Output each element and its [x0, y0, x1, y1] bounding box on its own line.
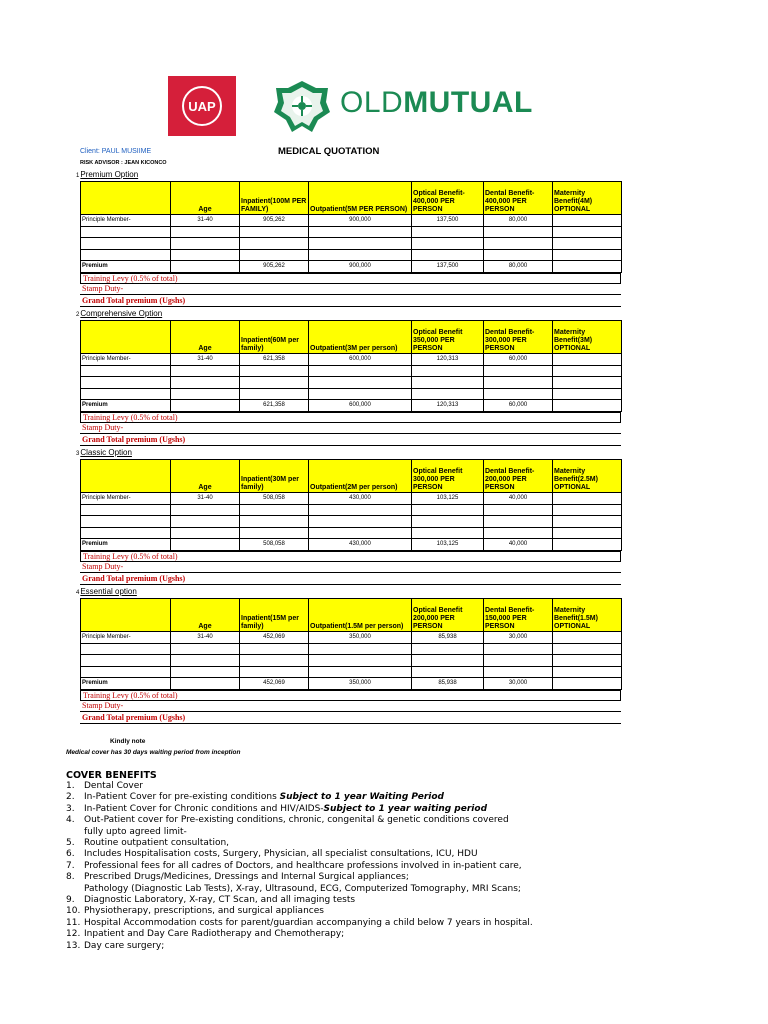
- benefit-item: [66, 929, 706, 940]
- empty-cell: [171, 666, 240, 678]
- premium-row: [81, 400, 622, 412]
- benefit-emphasis: Subject to 1 year waiting period: [323, 803, 488, 814]
- empty-cell: [240, 643, 309, 655]
- empty-cell: [484, 365, 553, 377]
- empty-cell: [484, 377, 553, 389]
- option-number: 2: [76, 312, 80, 318]
- age-cell: 31-40: [171, 493, 240, 505]
- empty-cell: [171, 400, 240, 412]
- training-levy-row: Training Levy (0.5% of total): [80, 412, 621, 423]
- benefit-number: 3.: [66, 803, 75, 814]
- quotation-table: [80, 459, 622, 551]
- benefit-value: 40,000: [484, 493, 553, 505]
- empty-cell: [309, 388, 412, 400]
- option-number: 3: [76, 451, 80, 457]
- training-levy-row: Training Levy (0.5% of total): [80, 690, 621, 701]
- benefit-text: Inpatient and Day Care Radiotherapy and Chemotherapy;: [84, 929, 345, 940]
- empty-cell: [553, 655, 622, 667]
- empty-cell: [484, 226, 553, 238]
- empty-cell: [81, 516, 171, 528]
- empty-cell: [171, 527, 240, 539]
- option-number: 1: [76, 173, 80, 179]
- benefit-text: Diagnostic Laboratory, X-ray, CT Scan, and all imaging tests: [84, 895, 356, 906]
- empty-cell: [309, 226, 412, 238]
- benefit-value: 452,069: [240, 632, 309, 644]
- benefit-text: Prescribed Drugs/Medicines, Dressings and Internal Surgical appliances;: [84, 872, 409, 883]
- benefit-text: In-Patient Cover for Chronic conditions and HIV/AIDS-: [84, 803, 324, 814]
- premium-label: Premium: [81, 261, 171, 273]
- premium-row: [81, 261, 622, 273]
- stamp-duty-row: Stamp Duty-: [80, 701, 621, 712]
- column-header: Maternity Benefit(2.5M) OPTIONAL: [553, 460, 622, 493]
- benefit-value: 350,000: [309, 632, 412, 644]
- benefit-value: 60,000: [484, 354, 553, 366]
- empty-cell: [240, 516, 309, 528]
- principle-member-label: Principle Member-: [81, 354, 171, 366]
- benefit-text: Day care surgery;: [84, 940, 165, 951]
- waiting-period-note: Medical cover has 30 days waiting period from inception: [66, 749, 241, 756]
- empty-cell: [412, 504, 484, 516]
- empty-cell: [171, 377, 240, 389]
- empty-cell: [81, 643, 171, 655]
- principle-member-label: Principle Member-: [81, 215, 171, 227]
- empty-cell: [412, 388, 484, 400]
- benefit-item: [66, 861, 706, 872]
- option-title: [76, 170, 138, 179]
- column-header: Inpatient(15M per family): [240, 599, 309, 632]
- empty-cell: [553, 666, 622, 678]
- premium-value: 621,358: [240, 400, 309, 412]
- empty-cell: [553, 388, 622, 400]
- benefit-number: 2.: [66, 792, 75, 803]
- premium-value: 60,000: [484, 400, 553, 412]
- premium-value: 85,938: [412, 678, 484, 690]
- empty-cell: [412, 249, 484, 261]
- empty-cell: [171, 249, 240, 261]
- premium-value: 905,262: [240, 261, 309, 273]
- column-header: Maternity Benefit(4M) OPTIONAL: [553, 182, 622, 215]
- premium-value: 137,500: [412, 261, 484, 273]
- grand-total-row: Grand Total premium (Ugshs): [80, 296, 621, 307]
- table-row: [81, 215, 622, 227]
- benefit-text: In-Patient Cover for pre-existing conditions: [84, 792, 280, 803]
- empty-cell: [81, 655, 171, 667]
- table-row: [81, 365, 622, 377]
- benefit-item: [66, 838, 706, 849]
- benefit-text: Professional fees for all cadres of Doctors, and healthcare professions involved in in-patient care,: [84, 860, 522, 871]
- premium-value: 120,313: [412, 400, 484, 412]
- age-cell: 31-40: [171, 632, 240, 644]
- stamp-duty-row: Stamp Duty-: [80, 423, 621, 434]
- benefit-value: 430,000: [309, 493, 412, 505]
- benefit-item: [66, 781, 706, 792]
- column-header: [81, 460, 171, 493]
- empty-cell: [484, 504, 553, 516]
- benefit-text: Includes Hospitalisation costs, Surgery, Physician, all specialist consultations, ICU, HDU: [84, 849, 478, 860]
- table-row: [81, 249, 622, 261]
- empty-cell: [240, 226, 309, 238]
- empty-cell: [309, 655, 412, 667]
- column-header: Outpatient(1.5M per person): [309, 599, 412, 632]
- column-header: Dental Benefit-300,000 PER PERSON: [484, 321, 553, 354]
- benefit-number: 13.: [66, 940, 81, 951]
- column-header: Outpatient(5M PER PERSON): [309, 182, 412, 215]
- empty-cell: [240, 377, 309, 389]
- column-header: Outpatient(2M per person): [309, 460, 412, 493]
- table-row: [81, 354, 622, 366]
- option-title: [76, 309, 162, 318]
- benefit-number: 1.: [66, 781, 75, 791]
- column-header: Optical Benefit 350,000 PER PERSON: [412, 321, 484, 354]
- benefit-item: [66, 906, 706, 917]
- premium-row: [81, 678, 622, 690]
- column-header: Dental Benefit-400,000 PER PERSON: [484, 182, 553, 215]
- empty-cell: [171, 539, 240, 551]
- option-name: Premium Option: [80, 170, 139, 179]
- old-mutual-logo-mark: [272, 78, 332, 134]
- empty-cell: [171, 238, 240, 250]
- benefit-item: [66, 895, 706, 906]
- benefit-value: 621,358: [240, 354, 309, 366]
- empty-cell: [171, 516, 240, 528]
- premium-value: 40,000: [484, 539, 553, 551]
- benefit-item: [66, 884, 706, 895]
- column-header: Optical Benefit 300,000 PER PERSON: [412, 460, 484, 493]
- empty-cell: [309, 377, 412, 389]
- benefit-text: Physiotherapy, prescriptions, and surgical appliances: [84, 906, 324, 917]
- benefit-number: 11.: [66, 917, 81, 928]
- kindly-note: Kindly note: [110, 738, 146, 745]
- benefit-emphasis: Subject to 1 year Waiting Period: [279, 792, 444, 803]
- empty-cell: [81, 238, 171, 250]
- empty-cell: [484, 655, 553, 667]
- empty-cell: [484, 527, 553, 539]
- table-header-row: [81, 599, 622, 632]
- grand-total-row: Grand Total premium (Ugshs): [80, 435, 621, 446]
- empty-cell: [412, 365, 484, 377]
- principle-member-label: Principle Member-: [81, 632, 171, 644]
- benefit-item: [66, 918, 706, 929]
- benefit-value: 600,000: [309, 354, 412, 366]
- benefit-value: 900,000: [309, 215, 412, 227]
- premium-value: 430,000: [309, 539, 412, 551]
- option-title: [76, 448, 132, 457]
- empty-cell: [171, 388, 240, 400]
- uap-logo-text: UAP: [182, 86, 222, 126]
- benefit-number: 6.: [66, 849, 75, 860]
- empty-cell: [171, 678, 240, 690]
- empty-cell: [81, 365, 171, 377]
- empty-cell: [553, 504, 622, 516]
- quotation-table: [80, 598, 622, 690]
- empty-cell: [81, 377, 171, 389]
- table-row: [81, 388, 622, 400]
- maternity-value: [553, 632, 622, 644]
- empty-cell: [240, 365, 309, 377]
- client-name: Client: PAUL MUSIIME: [80, 148, 152, 155]
- table-row: [81, 238, 622, 250]
- premium-value: 900,000: [309, 261, 412, 273]
- empty-cell: [171, 655, 240, 667]
- empty-cell: [553, 516, 622, 528]
- empty-cell: [412, 655, 484, 667]
- premium-value: 350,000: [309, 678, 412, 690]
- empty-cell: [171, 504, 240, 516]
- empty-cell: [171, 261, 240, 273]
- benefit-item: [66, 815, 706, 826]
- column-header: Age: [171, 460, 240, 493]
- age-cell: 31-40: [171, 354, 240, 366]
- benefit-number: 12.: [66, 929, 81, 940]
- column-header: Age: [171, 321, 240, 354]
- maternity-value: [553, 493, 622, 505]
- column-header: Maternity Benefit(3M) OPTIONAL: [553, 321, 622, 354]
- column-header: Inpatient(30M per family): [240, 460, 309, 493]
- premium-value: 508,058: [240, 539, 309, 551]
- empty-cell: [309, 516, 412, 528]
- premium-label: Premium: [81, 678, 171, 690]
- column-header: Optical Benefit 200,000 PER PERSON: [412, 599, 484, 632]
- benefit-text: Hospital Accommodation costs for parent/guardian accompanying a child below 7 years in hospital.: [84, 917, 533, 928]
- benefit-item: [66, 827, 706, 838]
- quotation-table: [80, 181, 622, 273]
- table-row: [81, 226, 622, 238]
- premium-label: Premium: [81, 539, 171, 551]
- benefit-number: 7.: [66, 860, 75, 871]
- stamp-duty-row: Stamp Duty-: [80, 284, 621, 295]
- empty-cell: [171, 643, 240, 655]
- benefit-item: [66, 849, 706, 860]
- column-header: Maternity Benefit(1.5M) OPTIONAL: [553, 599, 622, 632]
- benefit-text: Pathology (Diagnostic Lab Tests), X-ray, Ultrasound, ECG, Computerized Tomography, MRI Scans;: [84, 883, 521, 894]
- empty-cell: [553, 238, 622, 250]
- empty-cell: [309, 365, 412, 377]
- empty-cell: [553, 261, 622, 273]
- option-name: Essential option: [80, 587, 137, 596]
- empty-cell: [484, 516, 553, 528]
- empty-cell: [553, 226, 622, 238]
- empty-cell: [484, 238, 553, 250]
- empty-cell: [240, 504, 309, 516]
- column-header: Optical Benefit-400,000 PER PERSON: [412, 182, 484, 215]
- column-header: Age: [171, 599, 240, 632]
- table-row: [81, 632, 622, 644]
- risk-advisor: RISK ADVISOR : JEAN KICONCO: [80, 160, 167, 166]
- empty-cell: [412, 516, 484, 528]
- benefit-text: Dental Cover: [84, 781, 143, 791]
- empty-cell: [553, 249, 622, 261]
- option-title: [76, 587, 137, 596]
- option-name: Comprehensive Option: [80, 309, 163, 318]
- maternity-value: [553, 354, 622, 366]
- premium-value: 80,000: [484, 261, 553, 273]
- table-row: [81, 666, 622, 678]
- maternity-value: [553, 215, 622, 227]
- empty-cell: [240, 388, 309, 400]
- column-header: Age: [171, 182, 240, 215]
- benefit-number: 9.: [66, 895, 75, 906]
- option-name: Classic Option: [80, 448, 132, 457]
- empty-cell: [81, 504, 171, 516]
- empty-cell: [412, 377, 484, 389]
- benefit-value: 508,058: [240, 493, 309, 505]
- benefit-item: [66, 792, 706, 803]
- column-header: [81, 182, 171, 215]
- benefit-value: 85,938: [412, 632, 484, 644]
- benefit-value: 137,500: [412, 215, 484, 227]
- empty-cell: [412, 527, 484, 539]
- grand-total-row: Grand Total premium (Ugshs): [80, 713, 621, 724]
- training-levy-row: Training Levy (0.5% of total): [80, 551, 621, 562]
- benefit-item: [66, 804, 706, 815]
- table-header-row: [81, 460, 622, 493]
- page-title: MEDICAL QUOTATION: [278, 146, 380, 157]
- empty-cell: [553, 377, 622, 389]
- table-row: [81, 504, 622, 516]
- benefit-number: 4.: [66, 815, 75, 826]
- premium-label: Premium: [81, 400, 171, 412]
- table-row: [81, 655, 622, 667]
- empty-cell: [309, 504, 412, 516]
- empty-cell: [240, 238, 309, 250]
- table-row: [81, 516, 622, 528]
- column-header: [81, 599, 171, 632]
- table-header-row: [81, 321, 622, 354]
- benefit-value: 905,262: [240, 215, 309, 227]
- empty-cell: [553, 365, 622, 377]
- empty-cell: [81, 249, 171, 261]
- cover-benefits-list: [66, 781, 706, 952]
- benefit-text: Routine outpatient consultation,: [84, 838, 230, 849]
- premium-value: 103,125: [412, 539, 484, 551]
- column-header: Dental Benefit-150,000 PER PERSON: [484, 599, 553, 632]
- table-row: [81, 527, 622, 539]
- table-row: [81, 377, 622, 389]
- premium-value: 600,000: [309, 400, 412, 412]
- empty-cell: [171, 365, 240, 377]
- empty-cell: [309, 238, 412, 250]
- empty-cell: [553, 527, 622, 539]
- empty-cell: [81, 388, 171, 400]
- grand-total-row: Grand Total premium (Ugshs): [80, 574, 621, 585]
- age-cell: 31-40: [171, 215, 240, 227]
- empty-cell: [81, 226, 171, 238]
- empty-cell: [309, 249, 412, 261]
- benefit-text: fully upto agreed limit-: [84, 826, 187, 837]
- table-header-row: [81, 182, 622, 215]
- empty-cell: [412, 666, 484, 678]
- empty-cell: [412, 643, 484, 655]
- empty-cell: [412, 226, 484, 238]
- premium-row: [81, 539, 622, 551]
- column-header: [81, 321, 171, 354]
- uap-logo: [168, 76, 236, 136]
- column-header: Inpatient(100M PER FAMILY): [240, 182, 309, 215]
- empty-cell: [240, 666, 309, 678]
- empty-cell: [309, 643, 412, 655]
- quotation-table: [80, 320, 622, 412]
- empty-cell: [484, 666, 553, 678]
- column-header: Dental Benefit-200,000 PER PERSON: [484, 460, 553, 493]
- table-row: [81, 643, 622, 655]
- benefit-value: 120,313: [412, 354, 484, 366]
- cover-benefits-title: COVER BENEFITS: [66, 770, 157, 781]
- empty-cell: [484, 643, 553, 655]
- empty-cell: [171, 226, 240, 238]
- benefit-text: Out-Patient cover for Pre-existing conditions, chronic, congenital & genetic conditions covered: [84, 815, 509, 826]
- principle-member-label: Principle Member-: [81, 493, 171, 505]
- empty-cell: [81, 527, 171, 539]
- empty-cell: [412, 238, 484, 250]
- benefit-value: 80,000: [484, 215, 553, 227]
- empty-cell: [553, 400, 622, 412]
- benefit-number: 8.: [66, 872, 75, 883]
- training-levy-row: Training Levy (0.5% of total): [80, 273, 621, 284]
- empty-cell: [484, 249, 553, 261]
- benefit-number: 5.: [66, 838, 75, 849]
- empty-cell: [309, 527, 412, 539]
- empty-cell: [553, 539, 622, 551]
- premium-value: 30,000: [484, 678, 553, 690]
- empty-cell: [240, 655, 309, 667]
- benefit-value: 30,000: [484, 632, 553, 644]
- empty-cell: [240, 249, 309, 261]
- table-row: [81, 493, 622, 505]
- empty-cell: [553, 643, 622, 655]
- empty-cell: [240, 527, 309, 539]
- benefit-item: [66, 872, 706, 883]
- benefit-item: [66, 941, 706, 952]
- empty-cell: [484, 388, 553, 400]
- old-mutual-logo-text: OLDMUTUAL: [340, 86, 533, 119]
- benefit-value: 103,125: [412, 493, 484, 505]
- column-header: Inpatient(60M per family): [240, 321, 309, 354]
- option-number: 4: [76, 590, 80, 596]
- stamp-duty-row: Stamp Duty-: [80, 562, 621, 573]
- premium-value: 452,069: [240, 678, 309, 690]
- column-header: Outpatient(3M per person): [309, 321, 412, 354]
- benefit-number: 10.: [66, 906, 81, 917]
- empty-cell: [309, 666, 412, 678]
- empty-cell: [81, 666, 171, 678]
- empty-cell: [553, 678, 622, 690]
